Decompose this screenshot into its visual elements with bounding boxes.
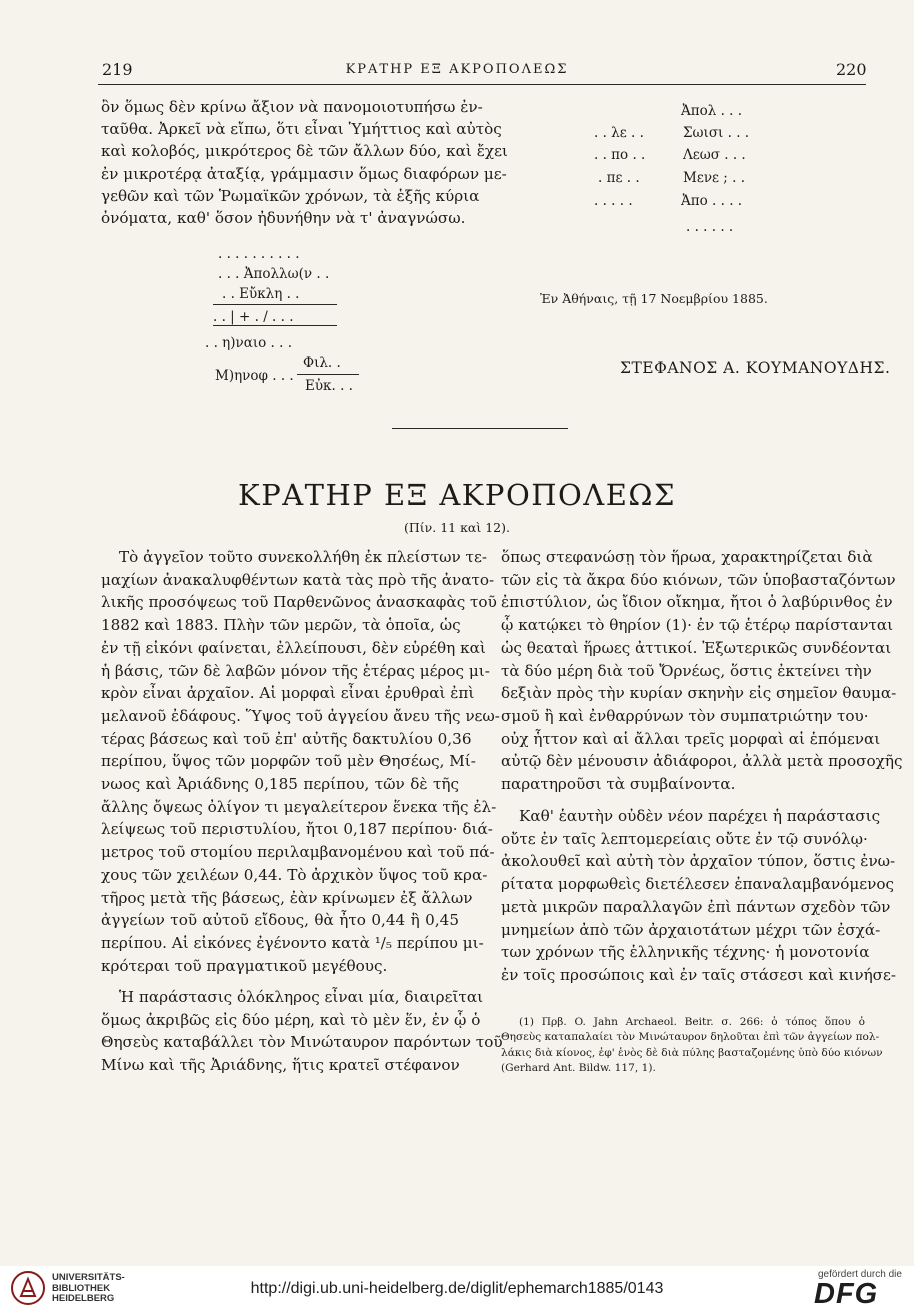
left-column-line: Ἡ παράστασις ὁλόκληρος εἶναι μία, διαιρεῖται [119,988,484,1006]
footnote [501,1015,883,1076]
left-column-line: Θησεὺς καταβάλλει τὸν Μινώταυρον παρόντων τοῦ [101,1033,503,1052]
intro-line: γεθῶν καὶ τῶν Ῥωμαϊκῶν χρόνων, τὰ ἑξῆς κύρια [101,186,480,205]
page-number-right: 220 [836,60,867,79]
right-column-line: μετὰ μικρῶν παραλλαγῶν ἐπὶ πάντων σχεδὸν τῶν [501,897,891,916]
article-subtitle: (Πίν. 11 καὶ 12). [404,520,510,535]
right-column-line: ὅπως στεφανώσῃ τὸν ἥρωα, χαρακτηρίζεται διὰ [501,548,873,566]
right-column-line: ρίτατα μορφωθεὶς διετέλεσεν ἐπαναλαμβανόμενος [501,875,894,894]
left-column-line: τέρας βάσεως καὶ τοῦ ἐπ' αὐτῆς δακτυλίου 0,36 [101,729,472,748]
left-column-line: περίπου, ὕψος τῶν μορφῶν τοῦ μὲν Θησέως, Μί- [101,752,476,771]
funded-by-label: gefördert durch die [818,1269,902,1280]
inscription-right-4a: . πε . . [598,170,640,186]
right-column-line: οὐχ ἧττον καὶ αἱ ἄλλαι τρεῖς μορφαὶ αἱ ἑπόμεναι [501,729,881,748]
left-column-line: Μίνω καὶ τῆς Ἀριάδνης, ἥτις κρατεῖ στέφανον [101,1056,460,1075]
inscription-right-6: . . . . . . [686,219,734,235]
inscription-right-4b: Μενε ; . . [683,170,746,186]
right-column-line: ᾧ κατῴκει τὸ θηρίον (1)· ἐν τῷ ἑτέρῳ παρίστανται [501,616,894,635]
inscription-right-3a: . . πο . . [594,147,646,163]
right-column-line: ἐπιστύλιον, ὡς ἴδιον οἴκημα, ἤτοι ὁ λαβύρινθος ἐν [501,593,893,612]
inscription-numerator: Φιλ. . [303,355,341,371]
intro-line: ταῦθα. Ἀρκεῖ νὰ εἴπω, ὅτι εἶναι Ὑμήττιος καὶ αὐτὸς [101,120,502,139]
left-column-line: μετρος τοῦ στομίου περιλαμβανομένου καὶ τοῦ πά- [101,843,495,862]
inscription-prefix: Μ)ηνοφ . . . [215,368,294,384]
intro-line: ἐν μικροτέρᾳ ἀταξίᾳ, γράμμασιν ὅμως διαφόρων με- [101,164,507,183]
right-column-line: ὡς θεαταὶ ἥρωες ἀττικοί. Ἐξωτερικῶς συνδέονται [501,638,892,657]
inscription-denominator: Εὐκ. . . [305,378,353,394]
left-column-line: μελανοῦ ἐδάφους. Ὕψος τοῦ ἀγγείου ἄνευ τῆς νεω- [101,706,500,725]
right-column-line: τῶν εἰς τὰ ἄκρα δύο κιόνων, τῶν ὑποβασταζόντων [501,570,896,589]
dateline: Ἐν Ἀθήναις, τῇ 17 Νοεμβρίου 1885. [540,291,768,306]
left-column-line: ἀγγείων τοῦ αὐτοῦ εἴδους, θὰ ἦτο 0,44 ἢ 0,45 [101,911,459,930]
inscription-line-3: . . | + . / . . . [213,309,294,325]
inscription-line-2: . . Εὔκλη . . [222,286,300,302]
intro-line: ὀνόματα, καθ' ὅσον ἠδυνήθην νὰ τ' ἀναγνώσω. [101,209,466,228]
left-column-line: 1882 καὶ 1883. Πλὴν τῶν μερῶν, τὰ ὁποῖα, ὡς [101,616,461,635]
left-column-line: κρὸν εἶναι ἀρχαῖον. Αἱ μορφαὶ εἶναι ἐρυθραὶ ἐπὶ [101,684,475,703]
intro-line: καὶ κολοβός, μικρότερος δὲ τῶν ἄλλων δύο, καὶ ἔχει [101,142,508,161]
left-column-para-1 [101,546,500,977]
right-column-line: ἀκολουθεῖ καὶ αὐτὴ τὸν ἀρχαῖον τύπον, ὅστις ἐνω- [501,852,896,871]
footnote-line: Θησεὺς καταπαλαίει τὸν Μινώταυρον δηλοῦται ἐπὶ τῶν ἀγγείων πολ- [501,1031,880,1044]
library-line-3: HEIDELBERG [52,1293,115,1304]
left-column-line: μαχίων ἀνακαλυφθέντων κατὰ τὰς πρὸ τῆς ἀνατο- [101,570,495,589]
section-separator [392,428,568,429]
right-column-line: σμοῦ ἢ καὶ ἐνθαρρύνων τὸν συμπατριώτην του· [501,706,869,725]
right-column-line: δεξιὰν πρὸς τὴν κυρίαν σκηνὴν εἰς σημεῖον θαυμα- [501,684,897,703]
left-column-line: λικῆς προσόψεως τοῦ Παρθενῶνος ἀνασκαφὰς τοῦ [101,593,497,612]
inscription-right-2b: Σωισι . . . [683,125,750,141]
inscription-right-3b: Λεωσ . . . [683,147,746,163]
left-column-line: ἡ βάσις, τῶν δὲ λαβῶν μόνον τῆς ἑτέρας μέρος μι- [101,661,490,680]
intro-line: ὂν ὅμως δὲν κρίνω ἄξιον νὰ πανομοιοτυπήσω ἐν- [101,98,483,116]
permalink-url[interactable]: http://digi.ub.uni-heidelberg.de/diglit/ephemarch1885/0143 [250,1280,664,1297]
inscription-right-5a: . . . . . [594,193,633,209]
footnote-line: (Gerhard Ant. Bildw. 117, 1). [501,1061,656,1074]
left-column-line: χους τῶν χειλέων 0,44. Τὸ ἀρχικὸν ὕψος τοῦ κρα- [101,865,488,884]
header-rule [98,84,866,85]
author-signature: ΣΤΕΦΑΝΟΣ Α. ΚΟΥΜΑΝΟΥΔΗΣ. [620,359,891,377]
left-column-line: τῆρος μετὰ τῆς βάσεως, ἐὰν κρίνωμεν ἐξ ἄλλων [101,888,473,907]
right-column-line: ἐν τοῖς προσώποις καὶ ἐν ταῖς στάσεσι καὶ κινήσε- [501,965,897,984]
left-column-line: ἄλλης ὄψεως ὀλίγον τι μεγαλείτερον ἕνεκα τῆς ἐλ- [101,797,497,816]
inscription-right-1: Ἀπολ . . . [681,103,743,119]
right-column-line: Καθ' ἑαυτὴν οὐδὲν νέον παρέχει ἡ παράστασις [519,807,881,825]
right-column-para-1 [501,546,903,796]
left-column-line: ὅμως ἀκριβῶς εἰς δύο μέρη, καὶ τὸ μὲν ἕν, ἐν ᾧ ὁ [101,1010,481,1029]
intro-paragraph [101,96,508,229]
inscription-right-2a: . . λε . . [594,125,644,141]
left-column-line: περίπου. Αἱ εἰκόνες ἐγένοντο κατὰ ¹/₅ περίπου μι- [101,933,484,952]
library-line-1: UNIVERSITÄTS- [52,1272,125,1283]
page-number-left: 219 [102,60,133,79]
right-column-line: παρατηροῦσι τὰ συμβαίνοντα. [501,775,736,794]
article-title: ΚΡΑΤΗΡ ΕΞ ΑΚΡΟΠΟΛΕΩΣ [238,478,676,512]
right-column-line: οὔτε ἐν ταῖς λεπτομερείαις οὔτε ἐν τῷ συνόλῳ· [501,829,868,848]
running-title: ΚΡΑΤΗΡ ΕΞ ΑΚΡΟΠΟΛΕΩΣ [345,62,569,77]
left-column-para-2 [101,986,503,1077]
left-column-line: λείψεως τοῦ περιστυλίου, ἤτοι 0,187 περίπου· διά- [101,820,493,839]
left-column-line: ἐν τῇ εἰκόνι φαίνεται, ἐλλείπουσι, δὲν εὑρέθη καὶ [101,638,486,657]
inscription-rule-1 [213,304,337,305]
footnote-line: (1) Πρβ. O. Jahn Archaeol. Beitr. σ. 266: ὁ τόπος ὅπου ὁ [519,1016,865,1028]
dfg-logo: DFG [814,1278,879,1310]
viewer-footer [0,1266,914,1311]
inscription-line-4: . . η)ναιο . . . [205,335,293,351]
library-line-2: BIBLIOTHEK [52,1282,111,1294]
right-column-line: των χρόνων τῆς ἑλληνικῆς τέχνης· ἡ μονοτονία [501,943,870,962]
left-column-line: κρότεραι τοῦ πραγματικοῦ μεγέθους. [101,956,388,975]
left-column-line: Τὸ ἀγγεῖον τοῦτο συνεκολλήθη ἐκ πλείστων τε- [119,548,487,566]
inscription-right-5b: Ἀπο . . . . [681,193,743,209]
inscription-line-1: . . . Ἀπολλω(ν . . [218,266,330,282]
inscription-rule-2 [213,325,337,326]
right-column-line: αὐτῷ δὲν μένουσιν ἀδιάφοροι, ἀλλὰ μετὰ προσοχῆς [501,752,903,771]
right-column-line: μνημείων ἀπὸ τῶν ἀρχαιοτάτων μέχρι τῶν ἐσχά- [501,920,881,939]
right-column-line: τὰ δύο μέρη διὰ τοῦ Ὄρνέως, ὅστις ἐκτείνει τὴν [501,661,872,680]
right-column-para-2 [501,805,897,987]
left-column-line: νωος καὶ Ἀριάδνης 0,185 περίπου, τῶν δὲ τῆς [101,775,459,794]
inscription-dots-top: . . . . . . . . . . [218,246,300,262]
footnote-line: λάκις διὰ κίονος, ἐφ' ἑνὸς δὲ διὰ πύλης βασταζομένης ὑπὸ δύο κιόνων [501,1046,883,1059]
